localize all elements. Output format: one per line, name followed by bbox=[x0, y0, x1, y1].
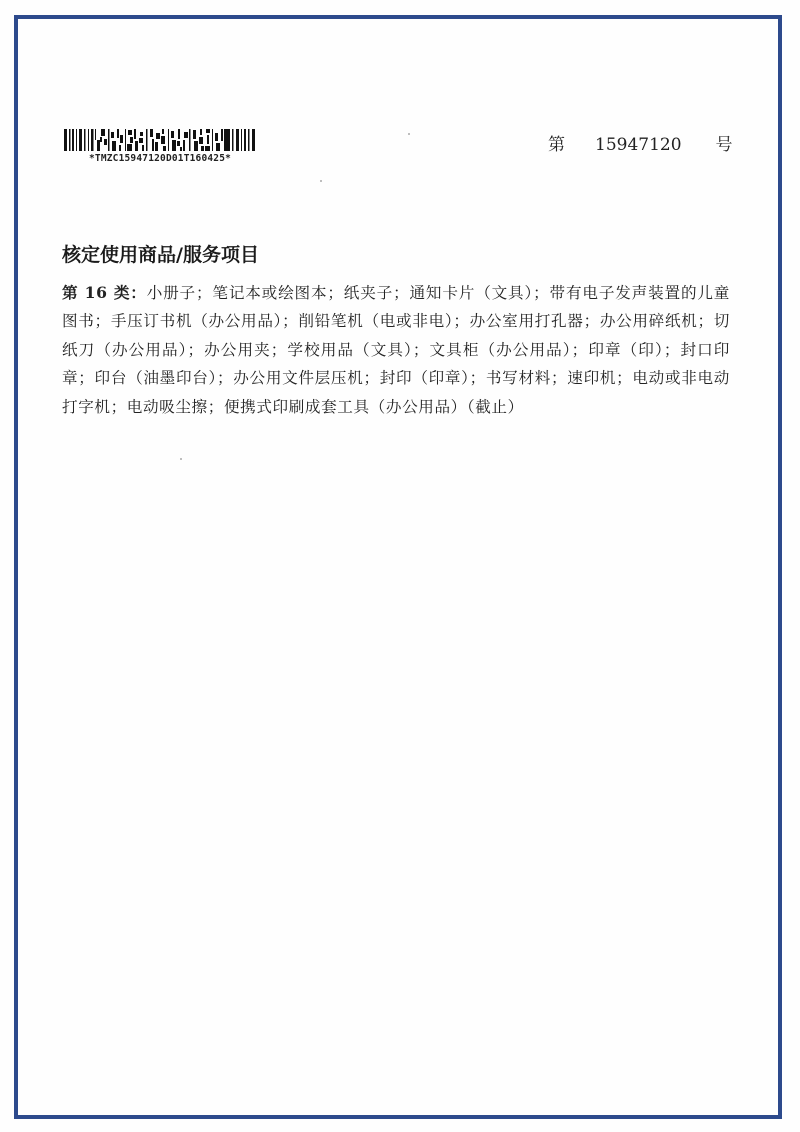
scan-speck bbox=[320, 180, 322, 182]
scan-speck bbox=[180, 458, 182, 460]
registration-number bbox=[548, 130, 733, 155]
scan-speck bbox=[408, 133, 410, 135]
barcode-graphic bbox=[64, 127, 258, 153]
registration-number-value: 15947120 bbox=[595, 135, 682, 155]
barcode bbox=[64, 127, 264, 164]
registration-suffix: 号 bbox=[715, 135, 733, 155]
barcode-code-text: *TMZC15947120D01T160425* bbox=[89, 153, 232, 164]
page-border bbox=[14, 15, 782, 1119]
goods-list bbox=[62, 279, 730, 421]
section-title: 核定使用商品/服务项目 bbox=[62, 244, 259, 266]
goods-items-text: 小册子；笔记本或绘图本；纸夹子；通知卡片（文具）；带有电子发声装置的儿童图书；手压订书机（办公用品）；削铅笔机（电或非电）；办公室用打孔器；办公用碎纸机；切纸刀（办公用品）；办公用夹；学校用品（文具）；文具柜（办公用品）；印章（印）；封口印章；印台（油墨印台）；办公用文件层压机；封印（印章）；书写材料；速印机；电动或非电动打字机；电动吸尘擦；便携式印刷成套工具（办公用品）（截止） bbox=[62, 284, 730, 416]
registration-prefix: 第 bbox=[548, 135, 565, 155]
goods-class-label: 第 16 类： bbox=[62, 283, 147, 302]
